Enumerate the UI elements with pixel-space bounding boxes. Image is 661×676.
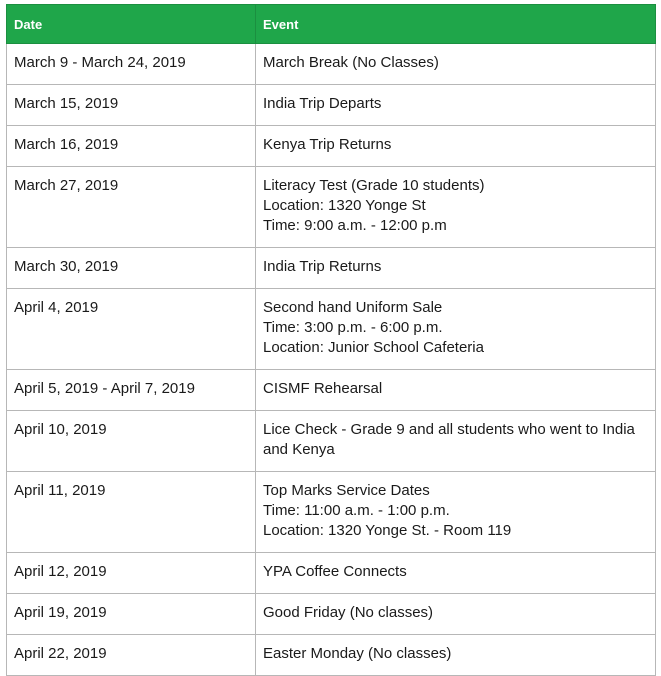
event-cell: [256, 44, 656, 85]
event-line: India Trip Departs: [263, 95, 382, 112]
table-row: [7, 635, 656, 676]
table-row: [7, 248, 656, 289]
event-cell: [256, 370, 656, 411]
event-cell: [256, 85, 656, 126]
event-cell: [256, 553, 656, 594]
table-row: [7, 370, 656, 411]
date-cell: April 10, 2019: [7, 411, 256, 472]
event-line: Location: 1320 Yonge St. - Room 119: [263, 522, 512, 539]
event-line: Kenya Trip Returns: [263, 136, 392, 153]
event-cell: [256, 289, 656, 370]
table-row: [7, 553, 656, 594]
event-line: Lice Check - Grade 9 and all students who went to India and Kenya: [263, 421, 635, 458]
date-cell: April 11, 2019: [7, 472, 256, 553]
date-cell: March 27, 2019: [7, 167, 256, 248]
date-cell: March 9 - March 24, 2019: [7, 44, 256, 85]
date-cell: March 30, 2019: [7, 248, 256, 289]
table-row: [7, 85, 656, 126]
event-line: Top Marks Service Dates: [263, 482, 430, 499]
event-line: India Trip Returns: [263, 258, 382, 275]
date-column-header: Date: [7, 5, 256, 44]
event-cell: [256, 635, 656, 676]
event-line: Literacy Test (Grade 10 students): [263, 177, 485, 194]
event-line: Location: Junior School Cafeteria: [263, 339, 484, 356]
table-row: [7, 472, 656, 553]
event-line: March Break (No Classes): [263, 54, 439, 71]
table-row: [7, 44, 656, 85]
table-row: [7, 594, 656, 635]
date-cell: April 5, 2019 - April 7, 2019: [7, 370, 256, 411]
event-line: Location: 1320 Yonge St: [263, 197, 426, 214]
event-line: Second hand Uniform Sale: [263, 299, 443, 316]
date-cell: April 4, 2019: [7, 289, 256, 370]
event-line: Time: 11:00 a.m. - 1:00 p.m.: [263, 502, 450, 519]
event-line: Time: 3:00 p.m. - 6:00 p.m.: [263, 319, 443, 336]
table-row: [7, 126, 656, 167]
event-line: YPA Coffee Connects: [263, 563, 407, 580]
event-cell: [256, 594, 656, 635]
event-cell: [256, 126, 656, 167]
date-cell: April 12, 2019: [7, 553, 256, 594]
event-cell: [256, 248, 656, 289]
table-body: [7, 44, 656, 676]
table-row: [7, 167, 656, 248]
date-cell: April 19, 2019: [7, 594, 256, 635]
event-line: CISMF Rehearsal: [263, 380, 383, 397]
date-cell: April 22, 2019: [7, 635, 256, 676]
date-cell: March 16, 2019: [7, 126, 256, 167]
table-row: [7, 411, 656, 472]
event-line: Good Friday (No classes): [263, 604, 434, 621]
event-cell: [256, 411, 656, 472]
event-cell: [256, 167, 656, 248]
event-line: Easter Monday (No classes): [263, 645, 452, 662]
table-row: [7, 289, 656, 370]
events-table: [6, 4, 656, 676]
event-line: Time: 9:00 a.m. - 12:00 p.m: [263, 217, 447, 234]
table-header-row: [7, 5, 656, 44]
event-cell: [256, 472, 656, 553]
date-cell: March 15, 2019: [7, 85, 256, 126]
event-column-header: Event: [256, 5, 656, 44]
